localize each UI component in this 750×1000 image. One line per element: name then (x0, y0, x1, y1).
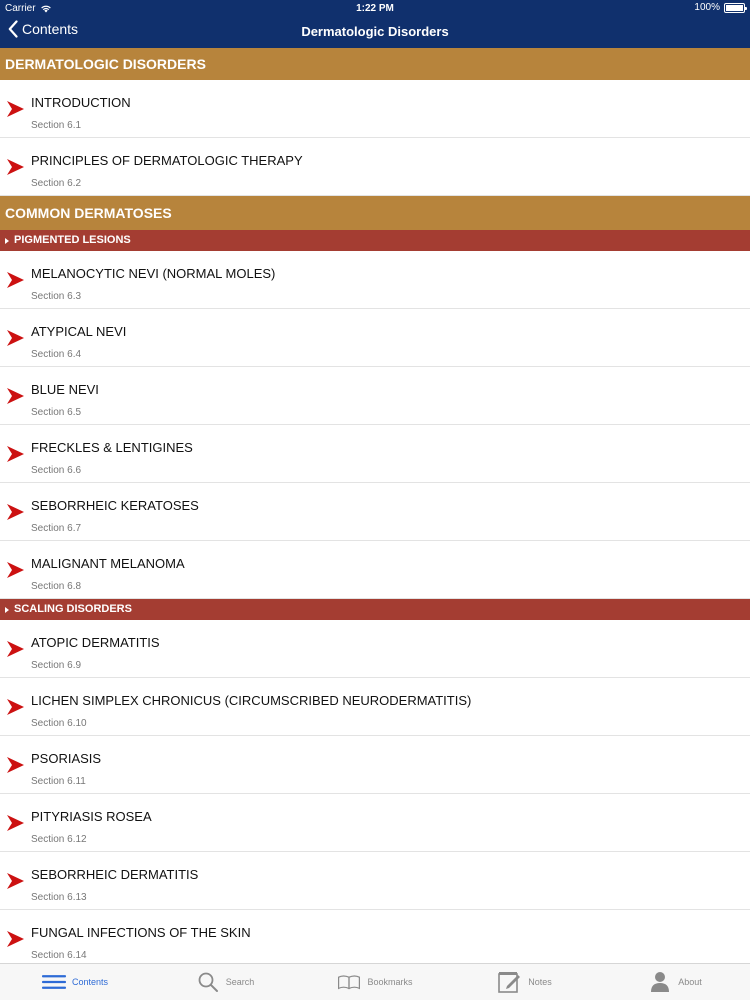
person-icon (648, 971, 672, 993)
group-header[interactable] (0, 230, 750, 251)
disclosure-triangle-icon (5, 238, 9, 244)
back-button-label: Contents (22, 21, 79, 37)
list-item[interactable] (0, 251, 750, 309)
list-item[interactable] (0, 678, 750, 736)
battery-percent: 100% (694, 2, 720, 13)
group-header[interactable] (0, 599, 750, 620)
item-title: LICHEN SIMPLEX CHRONICUS (CIRCUMSCRIBED NEURODERMATITIS) (31, 693, 472, 708)
item-section-number: Section 6.9 (31, 660, 82, 671)
battery-group (694, 2, 745, 13)
red-arrow-icon (7, 699, 24, 715)
list-item[interactable] (0, 620, 750, 678)
list-item[interactable] (0, 736, 750, 794)
item-section-number: Section 6.4 (31, 349, 82, 360)
red-arrow-icon (7, 159, 24, 175)
item-title: FRECKLES & LENTIGINES (31, 440, 193, 455)
red-arrow-icon (7, 641, 24, 657)
red-arrow-icon (7, 272, 24, 288)
red-arrow-icon (7, 931, 24, 947)
list-item[interactable] (0, 794, 750, 852)
item-title: SEBORRHEIC KERATOSES (31, 498, 199, 513)
item-title: PSORIASIS (31, 751, 102, 766)
status-bar (0, 0, 750, 16)
red-arrow-icon (7, 101, 24, 117)
item-title: ATYPICAL NEVI (31, 324, 127, 339)
red-arrow-icon (7, 330, 24, 346)
book-icon (337, 971, 361, 993)
tab-label: About (678, 977, 702, 987)
red-arrow-icon (7, 757, 24, 773)
item-section-number: Section 6.13 (31, 892, 87, 903)
item-section-number: Section 6.2 (31, 178, 82, 189)
top-bar (0, 0, 750, 48)
item-section-number: Section 6.1 (31, 120, 82, 131)
item-title: PITYRIASIS ROSEA (31, 809, 152, 824)
item-title: ATOPIC DERMATITIS (31, 635, 160, 650)
item-section-number: Section 6.11 (31, 776, 86, 787)
list-item[interactable] (0, 541, 750, 599)
list-item[interactable] (0, 138, 750, 196)
group-header-label: SCALING DISORDERS (14, 603, 132, 615)
status-time: 1:22 PM (356, 3, 394, 14)
item-title: MELANOCYTIC NEVI (NORMAL MOLES) (31, 266, 276, 281)
item-title: PRINCIPLES OF DERMATOLOGIC THERAPY (31, 153, 303, 168)
item-section-number: Section 6.7 (31, 523, 82, 534)
item-section-number: Section 6.3 (31, 291, 82, 302)
list-item[interactable] (0, 852, 750, 910)
red-arrow-icon (7, 873, 24, 889)
item-title: BLUE NEVI (31, 382, 99, 397)
tab-bookmarks[interactable] (300, 964, 450, 1000)
carrier-label: Carrier (5, 3, 36, 14)
tab-contents[interactable] (0, 964, 150, 1000)
item-section-number: Section 6.6 (31, 465, 82, 476)
group-header-label: PIGMENTED LESIONS (14, 234, 131, 246)
list-item[interactable] (0, 425, 750, 483)
page-title: Dermatologic Disorders (301, 24, 449, 39)
notes-icon (498, 971, 522, 993)
red-arrow-icon (7, 815, 24, 831)
tab-bar (0, 963, 750, 1000)
section-header: DERMATOLOGIC DISORDERS (0, 48, 750, 80)
tab-label: Contents (71, 977, 109, 987)
item-title: INTRODUCTION (31, 95, 131, 110)
item-section-number: Section 6.14 (31, 950, 87, 961)
list-item[interactable] (0, 483, 750, 541)
item-section-number: Section 6.12 (31, 834, 87, 845)
tab-label: Search (225, 977, 255, 987)
contents-list[interactable] (0, 48, 750, 963)
list-icon (42, 971, 66, 993)
red-arrow-icon (7, 562, 24, 578)
red-arrow-icon (7, 446, 24, 462)
tab-label: Notes (528, 977, 552, 987)
item-title: MALIGNANT MELANOMA (31, 556, 185, 571)
list-item[interactable] (0, 367, 750, 425)
tab-label: Bookmarks (367, 977, 413, 987)
red-arrow-icon (7, 388, 24, 404)
red-arrow-icon (7, 504, 24, 520)
navigation-bar (0, 16, 750, 48)
list-item[interactable] (0, 309, 750, 367)
item-section-number: Section 6.8 (31, 581, 82, 592)
tab-about[interactable] (600, 964, 750, 1000)
tab-notes[interactable] (450, 964, 600, 1000)
search-icon (196, 971, 220, 993)
section-header: COMMON DERMATOSES (0, 196, 750, 230)
battery-icon (724, 3, 745, 13)
tab-search[interactable] (150, 964, 300, 1000)
list-item[interactable] (0, 910, 750, 963)
disclosure-triangle-icon (5, 607, 9, 613)
item-section-number: Section 6.5 (31, 407, 82, 418)
item-title: SEBORRHEIC DERMATITIS (31, 867, 199, 882)
item-title: FUNGAL INFECTIONS OF THE SKIN (31, 925, 251, 940)
item-section-number: Section 6.10 (31, 718, 87, 729)
list-item[interactable] (0, 80, 750, 138)
